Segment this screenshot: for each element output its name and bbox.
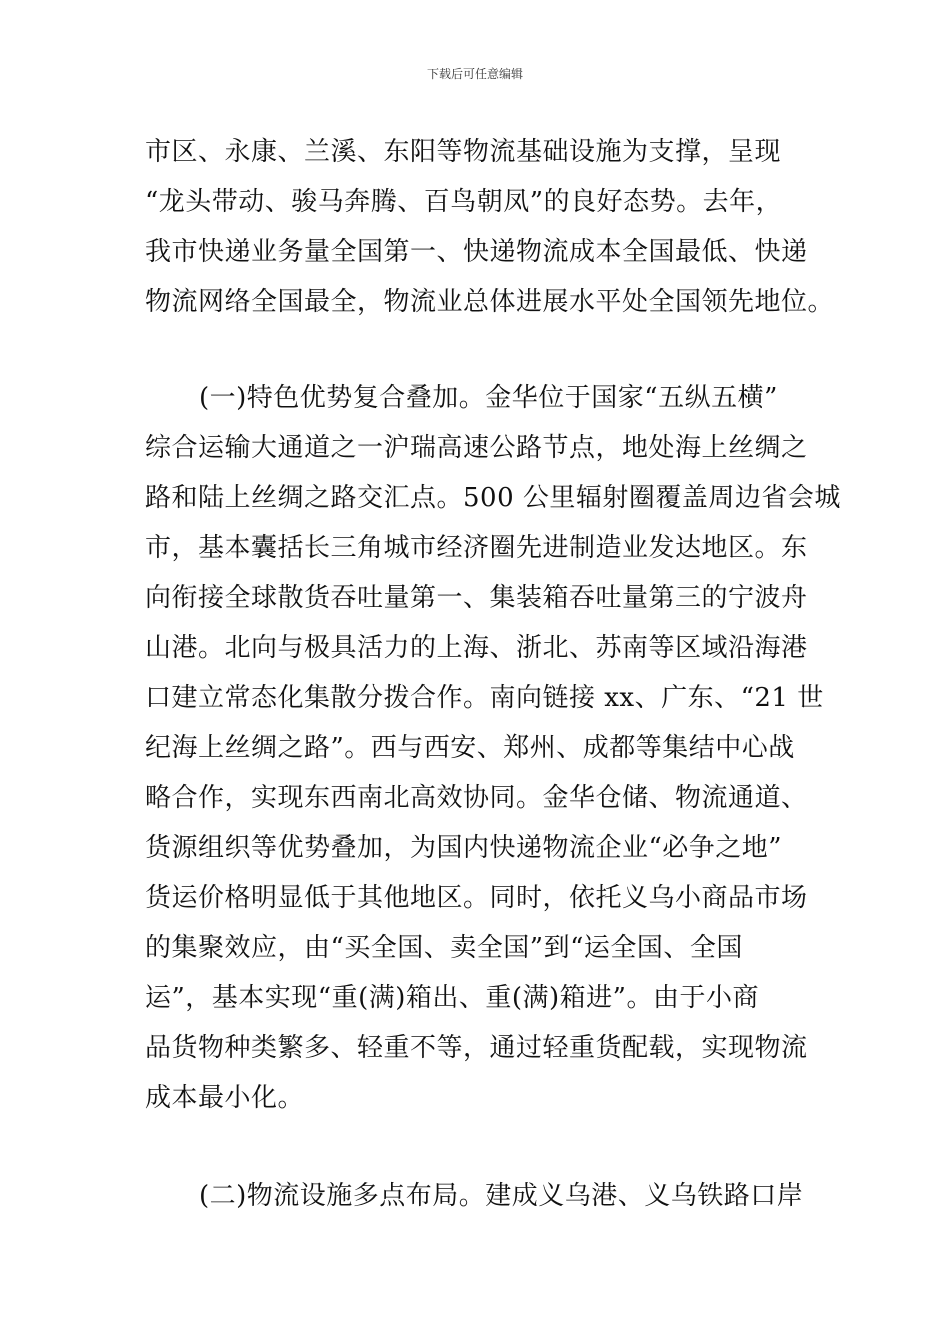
text-line: 市区、永康、兰溪、东阳等物流基础设施为支撑，呈现 (145, 137, 782, 167)
text-line: 综合运输大通道之一沪瑞高速公路节点，地处海上丝绸之 (145, 433, 808, 463)
text-line: 货源组织等优势叠加，为国内快递物流企业“必争之地” (145, 833, 783, 863)
text-line: 成本最小化。 (145, 1083, 305, 1113)
paragraph-section-2 (145, 1171, 810, 1221)
page-header: 下载后可任意编辑 (426, 67, 523, 81)
text-line: 我市快递业务量全国第一、快递物流成本全国最低、快递 (145, 237, 808, 267)
text-line: 物流网络全国最全，物流业总体进展水平处全国领先地位。 (145, 287, 835, 317)
text-line: 口建立常态化集散分拨合作。南向链接 xx、广东、“21 世 (145, 683, 824, 713)
text-line: 运”，基本实现“重(满)箱出、重(满)箱进”。由于小商 (145, 983, 759, 1013)
text-line: 的集聚效应，由“买全国、卖全国”到“运全国、全国 (145, 933, 743, 963)
text-line: 货运价格明显低于其他地区。同时，依托义乌小商品市场 (145, 883, 808, 913)
text-line: “龙头带动、骏马奔腾、百鸟朝凤”的良好态势。去年， (145, 187, 783, 217)
text-line: 向衔接全球散货吞吐量第一、集装箱吞吐量第三的宁波舟 (145, 583, 808, 613)
text-line: (二)物流设施多点布局。建成义乌港、义乌铁路口岸 (199, 1181, 804, 1211)
text-line: 市，基本囊括长三角城市经济圈先进制造业发达地区。东 (145, 533, 808, 563)
paragraph-intro (145, 127, 835, 327)
text-line: 品货物种类繁多、轻重不等，通过轻重货配载，实现物流 (145, 1033, 808, 1063)
text-line: 路和陆上丝绸之路交汇点。500 公里辐射圈覆盖周边省会城 (145, 483, 841, 513)
paragraph-section-1 (145, 373, 841, 1123)
text-line: 略合作，实现东西南北高效协同。金华仓储、物流通道、 (145, 783, 808, 813)
text-line: (一)特色优势复合叠加。金华位于国家“五纵五横” (199, 383, 778, 413)
text-line: 山港。北向与极具活力的上海、浙北、苏南等区域沿海港 (145, 633, 808, 663)
text-line: 纪海上丝绸之路”。西与西安、郑州、成都等集结中心战 (145, 733, 795, 763)
